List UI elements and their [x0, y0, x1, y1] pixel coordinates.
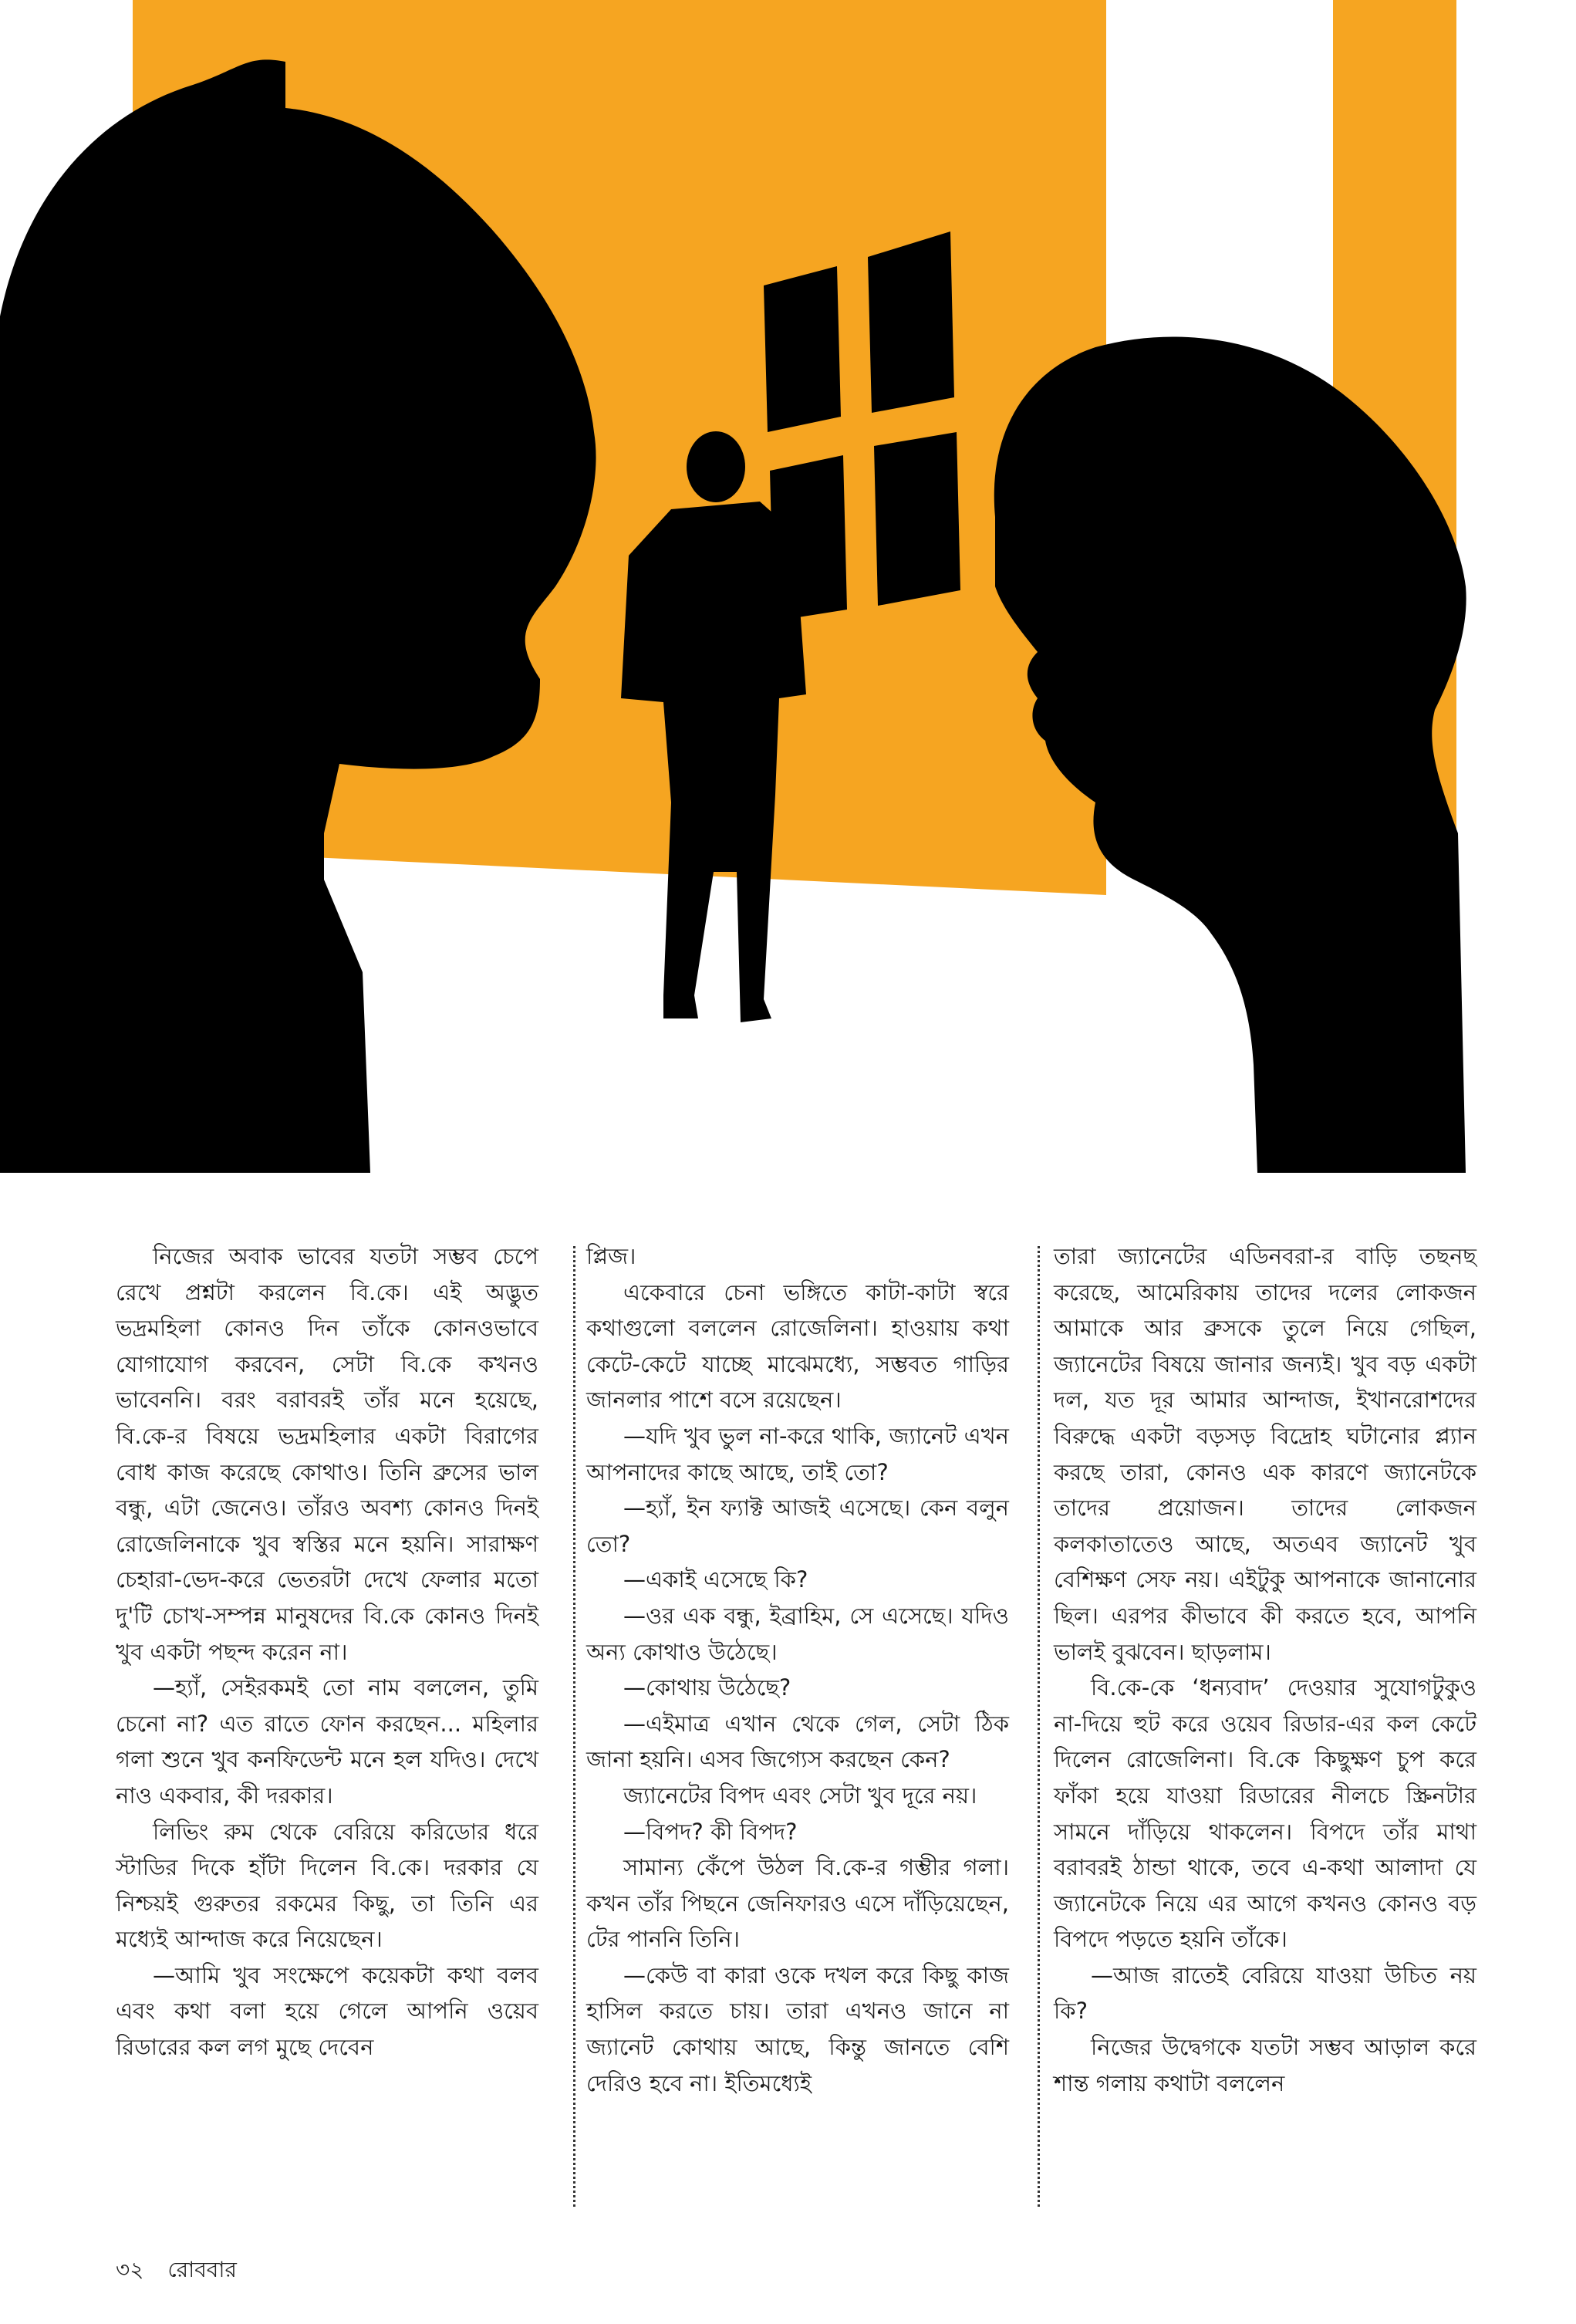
paragraph: জ্যানেটের বিপদ এবং সেটা খুব দূরে নয়।: [623, 1782, 977, 1809]
paragraph: —ওর এক বন্ধু, ইব্রাহিম, সে এসেছে। যদিও অন্য কোথাও উঠেছে।: [586, 1602, 1009, 1665]
paragraph: —একাই এসেছে কি?: [623, 1566, 808, 1593]
text-column-3: [1054, 1238, 1476, 2101]
text-column-2: [586, 1238, 1009, 2101]
paragraph: —কেউ বা কারা ওকে দখল করে কিছু কাজ হাসিল করতে চায়। তারা এখনও জানে না জ্যানেট কোথায় আছে, কিন্তু জানতে বেশি দেরিও হবে না। ইতিমধ্যেই: [586, 1961, 1009, 2096]
page-number: ৩২: [116, 2257, 144, 2282]
paragraph: লিভিং রুম থেকে বেরিয়ে করিডোর ধরে স্টাডির দিকে হাঁটা দিলেন বি.কে। দরকার যে নিশ্চয়ই গুরুতর রকমের কিছু, তা তিনি এর মধ্যেই আন্দাজ করে নিয়েছেন।: [116, 1818, 538, 1953]
paragraph: —এইমাত্র এখান থেকে গেল, সেটা ঠিক জানা হয়নি। এসব জিগ্যেস করছেন কেন?: [586, 1710, 1009, 1773]
paragraph: —কোথায় উঠেছে?: [623, 1674, 791, 1701]
paragraph: —হ্যাঁ, সেইরকমই তো নাম বললেন, তুমি চেনো না? এত রাতে ফোন করছেন... মহিলার গলা শুনে খুব কনফিডেন্ট মনে হল যদিও। দেখে নাও একবার, কী দরকার।: [116, 1674, 538, 1809]
paragraph: প্লিজ।: [586, 1243, 636, 1269]
paragraph: সামান্য কেঁপে উঠল বি.কে-র গম্ভীর গলা। কখন তাঁর পিছনে জেনিফারও এসে দাঁড়িয়েছেন, টের পাননি তিনি।: [586, 1854, 1009, 1953]
paragraph: একেবারে চেনা ভঙ্গিতে কাটা-কাটা স্বরে কথাগুলো বললেন রোজেলিনা। হাওয়ায় কথা কেটে-কেটে যাচ্ছে মাঝেমধ্যে, সম্ভবত গাড়ির জানলার পাশে বসে রয়েছেন।: [586, 1279, 1009, 1414]
paragraph: বি.কে-কে ‘ধন্যবাদ’ দেওয়ার সুযোগটুকুও না-দিয়ে হুট করে ওয়েব রিডার-এর কল কেটে দিলেন রোজেলিনা। বি.কে কিছুক্ষণ চুপ করে ফাঁকা হয়ে যাওয়া রিডারের নীলচে স্ক্রিনটার সামনে দাঁড়িয়ে থাকলেন। বিপদে তাঁর মাথা বরাবরই ঠান্ডা থাকে, তবে এ-কথা আলাদা যে জ্যানেটকে নিয়ে এর আগে কখনও কোনও বড় বিপদে পড়তে হয়নি তাঁকে।: [1054, 1674, 1476, 1953]
paragraph: —যদি খুব ভুল না-করে থাকি, জ্যানেট এখন আপনাদের কাছে আছে, তাই তো?: [586, 1422, 1009, 1485]
page-footer: [116, 2253, 254, 2289]
magazine-name: রোববার: [167, 2257, 237, 2282]
paragraph: —আমি খুব সংক্ষেপে কয়েকটা কথা বলব এবং কথা বলা হয়ে গেলে আপনি ওয়েব রিডারের কল লগ মুছে দেবেন: [116, 1961, 538, 2061]
text-column-1: [116, 1238, 538, 2066]
paragraph: নিজের অবাক ভাবের যতটা সম্ভব চেপে রেখে প্রশ্নটা করলেন বি.কে। এই অদ্ভুত ভদ্রমহিলা কোনও দিন তাঁকে কোনওভাবে যোগাযোগ করবেন, সেটা বি.কে কখনও ভাবেননি। বরং বরাবরই তাঁর মনে হয়েছে, বি.কে-র বিষয়ে ভদ্রমহিলার একটা বিরাগের বোধ কাজ করেছে কোথাও। তিনি ব্রুসের ভাল বন্ধু, এটা জেনেও। তাঁরও অবশ্য কোনও দিনই রোজেলিনাকে খুব স্বস্তির মনে হয়নি। সারাক্ষণ চেহারা-ভেদ-করে ভেতরটা দেখে ফেলার মতো দু'টি চোখ-সম্পন্ন মানুষদের বি.কে কোনও দিনই খুব একটা পছন্দ করেন না।: [116, 1243, 538, 1665]
column-divider: [1038, 1246, 1040, 2207]
paragraph: —হ্যাঁ, ইন ফ্যাক্ট আজই এসেছে। কেন বলুন তো?: [586, 1495, 1009, 1557]
column-divider: [573, 1246, 575, 2207]
paragraph: নিজের উদ্বেগকে যতটা সম্ভব আড়াল করে শান্ত গলায় কথাটা বললেন: [1054, 2034, 1476, 2096]
paragraph: —বিপদ? কী বিপদ?: [623, 1818, 798, 1845]
paragraph: —আজ রাতেই বেরিয়ে যাওয়া উচিত নয় কি?: [1054, 1961, 1476, 2025]
paragraph: তারা জ্যানেটের এডিনবরা-র বাড়ি তছনছ করেছে, আমেরিকায় তাদের দলের লোকজন আমাকে আর ব্রুসকে তুলে নিয়ে গেছিল, জ্যানেটের বিষয়ে জানার জন্যই। খুব বড় একটা দল, যত দূর আমার আন্দাজ, ইখানরোশদের বিরুদ্ধে একটা বড়সড় বিদ্রোহ ঘটানোর প্ল্যান করছে তারা, কোনও এক কারণে জ্যানেটকে তাদের প্রয়োজন। তাদের লোকজন কলকাতাতেও আছে, অতএব জ্যানেট খুব বেশিক্ষণ সেফ নয়। এইটুকু আপনাকে জানানোর ছিল। এরপর কীভাবে কী করতে হবে, আপনি ভালই বুঝবেন। ছাড়লাম।: [1054, 1243, 1476, 1665]
